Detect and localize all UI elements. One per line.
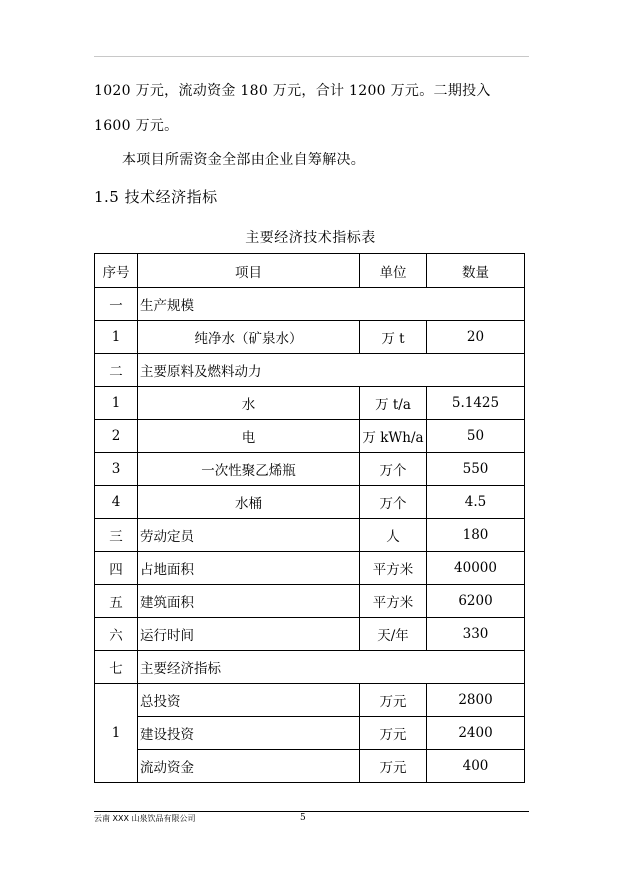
paragraph-funding-line1: 1020 万元，流动资金 180 万元，合计 1200 万元。二期投入: [94, 83, 491, 99]
item-name: 流动资金: [138, 750, 360, 783]
table-row: [95, 684, 525, 717]
row-number: 五: [95, 585, 138, 618]
item-name: 一次性聚乙烯瓶: [138, 453, 360, 486]
header-cell: 项目: [138, 254, 360, 288]
header-cell: 序号: [95, 254, 138, 288]
row-number: 二: [95, 354, 138, 387]
table-row: [95, 387, 525, 420]
row-number: 六: [95, 618, 138, 651]
footer-rule: [94, 811, 529, 812]
table-row: [95, 717, 525, 750]
item-quantity: 2800: [427, 684, 525, 717]
header-rule: [94, 56, 529, 57]
item-unit: 万 t/a: [360, 387, 427, 420]
row-number: 一: [95, 288, 138, 321]
item-name: 运行时间: [138, 618, 360, 651]
item-name: 电: [138, 420, 360, 453]
row-number: 七: [95, 651, 138, 684]
row-number: 2: [95, 420, 138, 453]
item-name: 水桶: [138, 486, 360, 519]
row-number: 4: [95, 486, 138, 519]
table-row: [95, 552, 525, 585]
item-name: 总投资: [138, 684, 360, 717]
table-row: [95, 750, 525, 783]
header-cell: 数量: [427, 254, 525, 288]
item-unit: 万元: [360, 750, 427, 783]
table-row: [95, 618, 525, 651]
item-name: 纯净水（矿泉水）: [138, 321, 360, 354]
table-caption: 主要经济技术指标表: [245, 230, 376, 246]
item-quantity: 330: [427, 618, 525, 651]
item-unit: 万个: [360, 453, 427, 486]
table-row: [95, 585, 525, 618]
item-quantity: 4.5: [427, 486, 525, 519]
item-unit: 平方米: [360, 585, 427, 618]
footer-company: 云南 XXX 山泉饮品有限公司: [94, 814, 196, 823]
section-row: [95, 651, 525, 684]
item-unit: 万元: [360, 717, 427, 750]
item-unit: 万元: [360, 684, 427, 717]
table-header-row: [95, 254, 525, 288]
item-quantity: 40000: [427, 552, 525, 585]
section-title: 主要经济指标: [138, 651, 525, 684]
table-row: [95, 420, 525, 453]
table-row: [95, 519, 525, 552]
item-name: 劳动定员: [138, 519, 360, 552]
paragraph-funding-line2: 1600 万元。: [94, 118, 179, 134]
section-row: [95, 354, 525, 387]
item-quantity: 180: [427, 519, 525, 552]
item-name: 建设投资: [138, 717, 360, 750]
row-number: 1: [95, 321, 138, 354]
section-row: [95, 288, 525, 321]
item-unit: 人: [360, 519, 427, 552]
item-quantity: 2400: [427, 717, 525, 750]
header-cell: 单位: [360, 254, 427, 288]
page-number: 5: [300, 813, 306, 823]
item-quantity: 6200: [427, 585, 525, 618]
table-row: [95, 453, 525, 486]
item-unit: 万 kWh/a: [360, 420, 427, 453]
paragraph-self-funding: 本项目所需资金全部由企业自筹解决。: [122, 152, 366, 168]
row-number: 三: [95, 519, 138, 552]
item-name: 建筑面积: [138, 585, 360, 618]
row-number: 1: [95, 684, 138, 783]
item-unit: 万个: [360, 486, 427, 519]
item-name: 占地面积: [138, 552, 360, 585]
row-number: 1: [95, 387, 138, 420]
section-heading: 1.5 技术经济指标: [94, 188, 218, 206]
item-unit: 天/年: [360, 618, 427, 651]
section-title: 主要原料及燃料动力: [138, 354, 525, 387]
item-quantity: 550: [427, 453, 525, 486]
indicator-table: [94, 253, 525, 783]
item-quantity: 5.1425: [427, 387, 525, 420]
row-number: 3: [95, 453, 138, 486]
table-row: [95, 486, 525, 519]
item-quantity: 400: [427, 750, 525, 783]
item-quantity: 50: [427, 420, 525, 453]
table-row: [95, 321, 525, 354]
item-unit: 万 t: [360, 321, 427, 354]
item-name: 水: [138, 387, 360, 420]
section-title: 生产规模: [138, 288, 525, 321]
item-quantity: 20: [427, 321, 525, 354]
item-unit: 平方米: [360, 552, 427, 585]
row-number: 四: [95, 552, 138, 585]
